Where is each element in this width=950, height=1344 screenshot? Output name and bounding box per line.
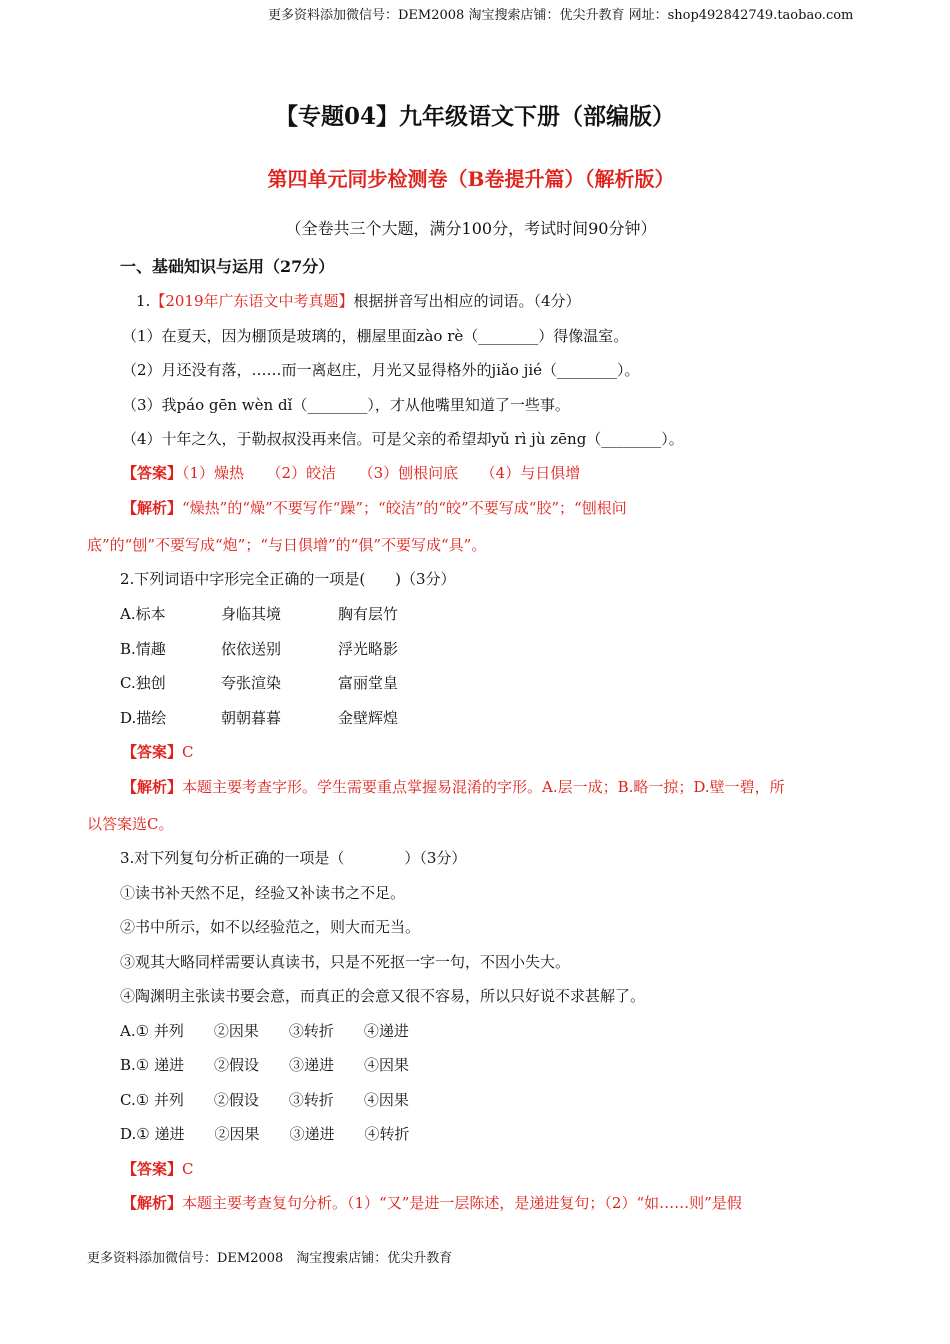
question-number: 1. [136, 292, 151, 310]
answer-label: 【答案】 [122, 464, 183, 482]
question-2-stem: 2.下列词语中字形完全正确的一项是( )（3分） [120, 570, 456, 588]
page-footer-text: 更多资料添加微信号：DEM2008 淘宝搜索店铺：优尖升教育 [87, 1251, 453, 1266]
document-subtitle: 第四单元同步检测卷（B卷提升篇）（解析版） [267, 167, 675, 191]
analysis-text: “燥热”的“燥”不要写作“躁”；“皎洁”的“皎”不要写成“胶”；“刨根问 [182, 499, 627, 517]
answer-text: C [182, 743, 194, 761]
question-1-analysis-cont: 底”的“刨”不要写成“炮”；“与日俱增”的“俱”不要写成“具”。 [87, 536, 487, 554]
option-d-label: D.描绘 [120, 709, 167, 727]
option-c-word-3: 富丽堂皇 [338, 674, 399, 692]
analysis-label: 【解析】 [122, 499, 183, 517]
option-a-word-3: 胸有层竹 [338, 605, 399, 623]
question-3-option-c: C.① 并列 ②假设 ③转折 ④因果 [120, 1091, 409, 1109]
question-3-stem: 3.对下列复句分析正确的一项是（ ）（3分） [120, 849, 467, 867]
question-3-sentence-2: ②书中所示，如不以经验范之，则大而无当。 [120, 918, 421, 936]
source-tag: 【2019年广东语文中考真题】 [150, 292, 354, 310]
analysis-text: 本题主要考查字形。学生需要重点掌握易混淆的字形。A.层一成；B.略一掠；D.壁一碧，所 [182, 778, 785, 796]
option-d-word-2: 朝朝暮暮 [221, 709, 282, 727]
section-heading: 一、基础知识与运用（27分） [120, 257, 335, 276]
question-1-item-4: （4）十年之久，于勒叔叔没再来信。可是父亲的希望却yǔ rì jù zēng（________）。 [122, 430, 684, 448]
exam-info: （全卷共三个大题，满分100分，考试时间90分钟） [285, 219, 657, 238]
question-1-analysis [122, 497, 627, 518]
question-3-option-a: A.① 并列 ②因果 ③转折 ④递进 [120, 1022, 409, 1040]
option-a-word-2: 身临其境 [221, 605, 282, 623]
option-a-label: A.标本 [120, 605, 166, 623]
question-1-answer [122, 462, 580, 483]
question-3-option-d: D.① 递进 ②因果 ③递进 ④转折 [120, 1125, 410, 1143]
analysis-label: 【解析】 [122, 1194, 183, 1212]
question-1-stem [136, 290, 581, 311]
analysis-text: 本题主要考查复句分析。（1）“又”是进一层陈述，是递进复句；（2）“如……则”是假 [182, 1194, 742, 1212]
question-1-item-2: （2）月还没有落，……而一离赵庄，月光又显得格外的jiǎo jié（________）。 [122, 361, 640, 379]
analysis-label: 【解析】 [122, 778, 183, 796]
question-1-item-1: （1）在夏天，因为棚顶是玻璃的，棚屋里面zào rè（________）得像温室。 [122, 327, 629, 345]
option-b-label: B.情趣 [120, 640, 166, 658]
answer-label: 【答案】 [122, 1160, 183, 1178]
question-3-option-b: B.① 递进 ②假设 ③递进 ④因果 [120, 1056, 410, 1074]
option-b-word-2: 依依送别 [221, 640, 282, 658]
answer-text: （1）燥热 （2）皎洁 （3）刨根问底 （4）与日俱增 [182, 464, 581, 482]
answer-text: C [182, 1160, 194, 1178]
question-3-sentence-1: ①读书补天然不足，经验又补读书之不足。 [120, 884, 406, 902]
question-3-sentence-3: ③观其大略同样需要认真读书，只是不死抠一字一句，不因小失大。 [120, 953, 571, 971]
answer-label: 【答案】 [122, 743, 183, 761]
question-2-analysis [122, 776, 785, 797]
question-2-answer [122, 741, 194, 762]
option-d-word-3: 金壁辉煌 [338, 709, 399, 727]
option-c-word-2: 夸张渲染 [221, 674, 282, 692]
question-text: 根据拼音写出相应的词语。（4分） [353, 292, 581, 310]
question-3-sentence-4: ④陶渊明主张读书要会意，而真正的会意又很不容易，所以只好说不求甚解了。 [120, 987, 646, 1005]
option-b-word-3: 浮光略影 [338, 640, 399, 658]
question-2-analysis-cont: 以答案选C。 [87, 815, 174, 833]
document-title: 【专题04】九年级语文下册（部编版） [274, 103, 675, 130]
option-c-label: C.独创 [120, 674, 166, 692]
page-header-text: 更多资料添加微信号：DEM2008 淘宝搜索店铺：优尖升教育 网址：shop492842749.taobao.com [268, 8, 854, 23]
question-1-item-3: （3）我páo gēn wèn dǐ（________），才从他嘴里知道了一些事。 [122, 396, 570, 414]
question-3-answer [122, 1158, 194, 1179]
question-3-analysis [122, 1192, 742, 1213]
